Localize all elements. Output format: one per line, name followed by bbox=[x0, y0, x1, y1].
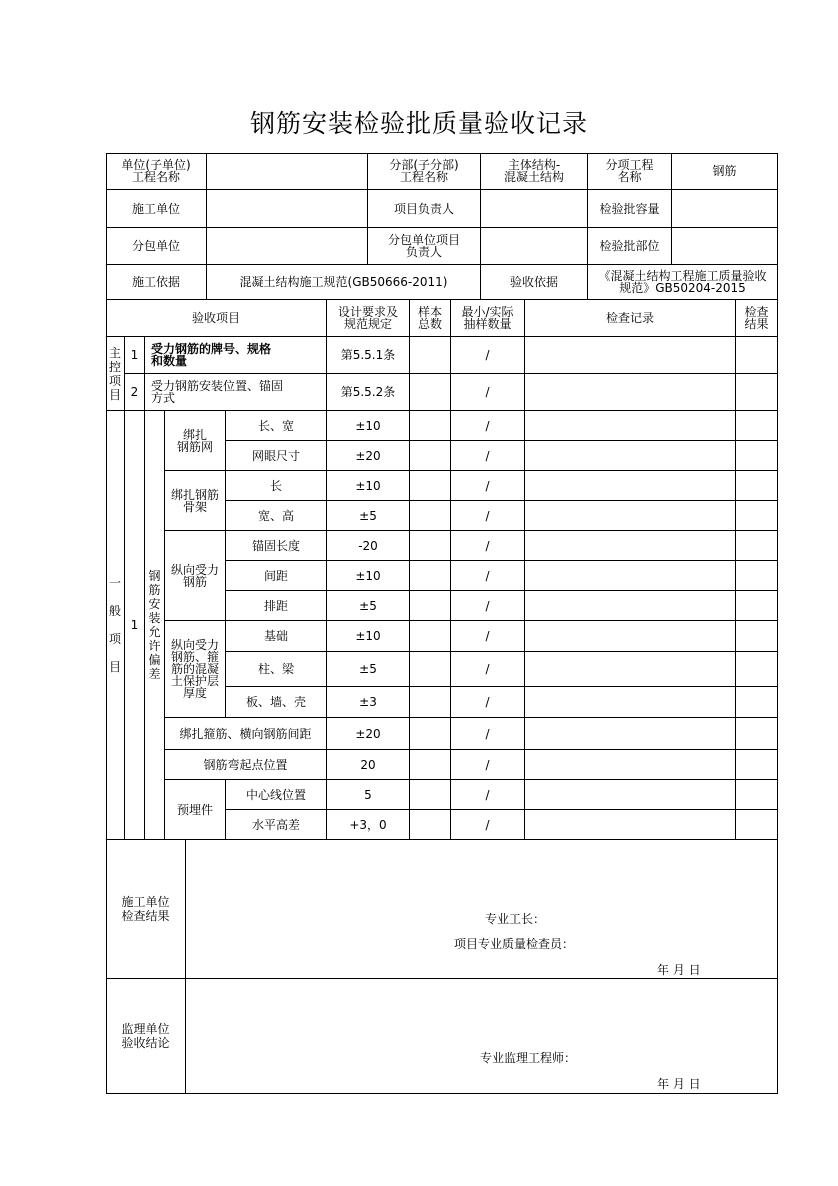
general-row-12-sample-total[interactable] bbox=[410, 750, 451, 780]
general-row-1-sample: / bbox=[451, 411, 525, 441]
general-row-4-sample-total[interactable] bbox=[410, 501, 451, 531]
general-row-8-result[interactable] bbox=[736, 621, 778, 652]
main-row-1-sample-total[interactable] bbox=[410, 337, 451, 374]
sub-manager-label: 分包单位项目 负责人 bbox=[368, 228, 481, 265]
col-min-sample: 最小/实际 抽样数量 bbox=[451, 300, 525, 337]
unit-project-label: 单位(子单位) 工程名称 bbox=[106, 153, 207, 190]
general-row-10-record[interactable] bbox=[525, 687, 736, 718]
main-row-2-no: 2 bbox=[125, 374, 145, 411]
general-row-6-sample-total[interactable] bbox=[410, 561, 451, 591]
general-row-9-sample-total[interactable] bbox=[410, 652, 451, 687]
general-row-6-result[interactable] bbox=[736, 561, 778, 591]
foreman-label: 专业工长： bbox=[485, 912, 546, 926]
general-row-2-spec: ±20 bbox=[327, 441, 410, 471]
general-row-5-sub: 锚固长度 bbox=[226, 531, 327, 561]
main-row-1-item: 受力钢筋的牌号、规格 和数量 bbox=[145, 337, 327, 374]
subcontractor-label: 分包单位 bbox=[106, 228, 207, 265]
general-row-1-record[interactable] bbox=[525, 411, 736, 441]
general-row-14-result[interactable] bbox=[736, 810, 778, 840]
general-row-12-sample: / bbox=[451, 750, 525, 780]
general-row-7-sub: 排距 bbox=[226, 591, 327, 621]
general-no: 1 bbox=[125, 411, 145, 840]
subcontractor-value[interactable] bbox=[207, 228, 368, 265]
page-title: 钢筋安装检验批质量验收记录 bbox=[249, 109, 588, 138]
deviation-label: 钢 筋 安 装 允 许 偏 差 bbox=[145, 411, 165, 840]
general-row-8-spec: ±10 bbox=[327, 621, 410, 652]
general-row-8-sample: / bbox=[451, 621, 525, 652]
acceptance-basis-label: 验收依据 bbox=[481, 265, 588, 300]
general-row-5-sample-total[interactable] bbox=[410, 531, 451, 561]
general-row-7-result[interactable] bbox=[736, 591, 778, 621]
general-row-14-sample-total[interactable] bbox=[410, 810, 451, 840]
general-row-3-spec: ±10 bbox=[327, 471, 410, 501]
general-row-13-result[interactable] bbox=[736, 780, 778, 810]
group-tie-frame: 绑扎钢筋 骨架 bbox=[165, 471, 226, 531]
col-design: 设计要求及 规范规定 bbox=[327, 300, 410, 337]
col-sample: 样本 总数 bbox=[410, 300, 451, 337]
general-row-11-sample-total[interactable] bbox=[410, 718, 451, 750]
general-row-7-record[interactable] bbox=[525, 591, 736, 621]
general-row-4-result[interactable] bbox=[736, 501, 778, 531]
general-row-2-result[interactable] bbox=[736, 441, 778, 471]
general-row-12-record[interactable] bbox=[525, 750, 736, 780]
general-label: 一 般 项 目 bbox=[106, 411, 125, 840]
general-row-3-record[interactable] bbox=[525, 471, 736, 501]
general-row-7-sample: / bbox=[451, 591, 525, 621]
basis-label: 施工依据 bbox=[106, 265, 207, 300]
general-row-3-sub: 长 bbox=[226, 471, 327, 501]
general-row-7-spec: ±5 bbox=[327, 591, 410, 621]
group-cover: 纵向受力 钢筋、箍 筋的混凝 土保护层 厚度 bbox=[165, 621, 226, 718]
general-row-4-spec: ±5 bbox=[327, 501, 410, 531]
main-row-2-spec: 第5.5.2条 bbox=[327, 374, 410, 411]
sub-project-label: 分部(子分部) 工程名称 bbox=[368, 153, 481, 190]
project-manager-value[interactable] bbox=[481, 190, 588, 228]
general-row-11-spec: ±20 bbox=[327, 718, 410, 750]
inspection-table bbox=[106, 153, 778, 1094]
general-row-11-sample: / bbox=[451, 718, 525, 750]
batch-location-label: 检验批部位 bbox=[588, 228, 672, 265]
col-result: 检查 结果 bbox=[736, 300, 778, 337]
basis-value: 混凝土结构施工规范(GB50666-2011) bbox=[207, 265, 481, 300]
general-row-10-result[interactable] bbox=[736, 687, 778, 718]
general-row-2-sample: / bbox=[451, 441, 525, 471]
general-row-5-record[interactable] bbox=[525, 531, 736, 561]
general-row-11-result[interactable] bbox=[736, 718, 778, 750]
construction-unit-label: 施工单位 bbox=[106, 190, 207, 228]
project-manager-label: 项目负责人 bbox=[368, 190, 481, 228]
main-control-label: 主 控 项 目 bbox=[106, 337, 125, 411]
general-row-1-spec: ±10 bbox=[327, 411, 410, 441]
col-item: 验收项目 bbox=[106, 300, 327, 337]
general-row-4-sub: 宽、高 bbox=[226, 501, 327, 531]
general-row-9-result[interactable] bbox=[736, 652, 778, 687]
supervision-date: 年 月 日 bbox=[657, 1077, 701, 1091]
group-bend-point: 钢筋弯起点位置 bbox=[165, 750, 327, 780]
general-row-6-spec: ±10 bbox=[327, 561, 410, 591]
general-row-7-sample-total[interactable] bbox=[410, 591, 451, 621]
general-row-9-spec: ±5 bbox=[327, 652, 410, 687]
group-tie-mesh: 绑扎 钢筋网 bbox=[165, 411, 226, 471]
general-row-2-sub: 网眼尺寸 bbox=[226, 441, 327, 471]
general-row-13-sample-total[interactable] bbox=[410, 780, 451, 810]
main-row-2-record[interactable] bbox=[525, 374, 736, 411]
group-stirrup-spacing: 绑扎箍筋、横向钢筋间距 bbox=[165, 718, 327, 750]
general-row-13-sample: / bbox=[451, 780, 525, 810]
construction-check-area[interactable] bbox=[186, 840, 778, 979]
general-row-3-sample-total[interactable] bbox=[410, 471, 451, 501]
general-row-13-spec: 5 bbox=[327, 780, 410, 810]
general-row-12-result[interactable] bbox=[736, 750, 778, 780]
main-row-1-sample: / bbox=[451, 337, 525, 374]
general-row-1-sample-total[interactable] bbox=[410, 411, 451, 441]
general-row-4-sample: / bbox=[451, 501, 525, 531]
general-row-1-result[interactable] bbox=[736, 411, 778, 441]
general-row-9-record[interactable] bbox=[525, 652, 736, 687]
general-row-3-sample: / bbox=[451, 471, 525, 501]
acceptance-basis-value: 《混凝土结构工程施工质量验收 规范》GB50204-2015 bbox=[588, 265, 778, 300]
col-record: 检查记录 bbox=[525, 300, 736, 337]
general-row-10-spec: ±3 bbox=[327, 687, 410, 718]
general-row-8-sample-total[interactable] bbox=[410, 621, 451, 652]
main-row-1-spec: 第5.5.1条 bbox=[327, 337, 410, 374]
general-row-11-record[interactable] bbox=[525, 718, 736, 750]
batch-capacity-value[interactable] bbox=[672, 190, 778, 228]
main-row-1-no: 1 bbox=[125, 337, 145, 374]
general-row-14-record[interactable] bbox=[525, 810, 736, 840]
general-row-8-record[interactable] bbox=[525, 621, 736, 652]
sub-manager-value[interactable] bbox=[481, 228, 588, 265]
main-row-1-result[interactable] bbox=[736, 337, 778, 374]
general-row-9-sub: 柱、梁 bbox=[226, 652, 327, 687]
general-row-6-sub: 间距 bbox=[226, 561, 327, 591]
general-row-1-sub: 长、宽 bbox=[226, 411, 327, 441]
main-row-2-sample-total[interactable] bbox=[410, 374, 451, 411]
group-embedded: 预埋件 bbox=[165, 780, 226, 840]
general-row-14-sample: / bbox=[451, 810, 525, 840]
general-row-10-sub: 板、墙、壳 bbox=[226, 687, 327, 718]
construction-check-label: 施工单位 检查结果 bbox=[106, 840, 186, 979]
general-row-13-record[interactable] bbox=[525, 780, 736, 810]
general-row-5-spec: -20 bbox=[327, 531, 410, 561]
unit-project-value[interactable] bbox=[207, 153, 368, 190]
general-row-4-record[interactable] bbox=[525, 501, 736, 531]
main-row-2-item: 受力钢筋安装位置、锚固 方式 bbox=[145, 374, 327, 411]
general-row-2-sample-total[interactable] bbox=[410, 441, 451, 471]
general-row-13-sub: 中心线位置 bbox=[226, 780, 327, 810]
item-project-value: 钢筋 bbox=[672, 153, 778, 190]
construction-date: 年 月 日 bbox=[657, 963, 701, 977]
general-row-5-result[interactable] bbox=[736, 531, 778, 561]
general-row-10-sample: / bbox=[451, 687, 525, 718]
item-project-label: 分项工程 名称 bbox=[588, 153, 672, 190]
general-row-6-record[interactable] bbox=[525, 561, 736, 591]
construction-unit-value[interactable] bbox=[207, 190, 368, 228]
general-row-10-sample-total[interactable] bbox=[410, 687, 451, 718]
general-row-2-record[interactable] bbox=[525, 441, 736, 471]
general-row-14-sub: 水平高差 bbox=[226, 810, 327, 840]
general-row-9-sample: / bbox=[451, 652, 525, 687]
inspector-label: 项目专业质量检查员： bbox=[454, 937, 575, 951]
general-row-12-spec: 20 bbox=[327, 750, 410, 780]
general-row-5-sample: / bbox=[451, 531, 525, 561]
general-row-3-result[interactable] bbox=[736, 471, 778, 501]
general-row-6-sample: / bbox=[451, 561, 525, 591]
supervision-engineer-label: 专业监理工程师： bbox=[480, 1051, 577, 1065]
supervision-label: 监理单位 验收结论 bbox=[106, 979, 186, 1094]
main-row-2-sample: / bbox=[451, 374, 525, 411]
main-row-2-result[interactable] bbox=[736, 374, 778, 411]
batch-capacity-label: 检验批容量 bbox=[588, 190, 672, 228]
batch-location-value[interactable] bbox=[672, 228, 778, 265]
general-row-8-sub: 基础 bbox=[226, 621, 327, 652]
main-row-1-record[interactable] bbox=[525, 337, 736, 374]
group-longitudinal: 纵向受力 钢筋 bbox=[165, 531, 226, 621]
sub-project-value: 主体结构- 混凝土结构 bbox=[481, 153, 588, 190]
general-row-14-spec: +3，0 bbox=[327, 810, 410, 840]
